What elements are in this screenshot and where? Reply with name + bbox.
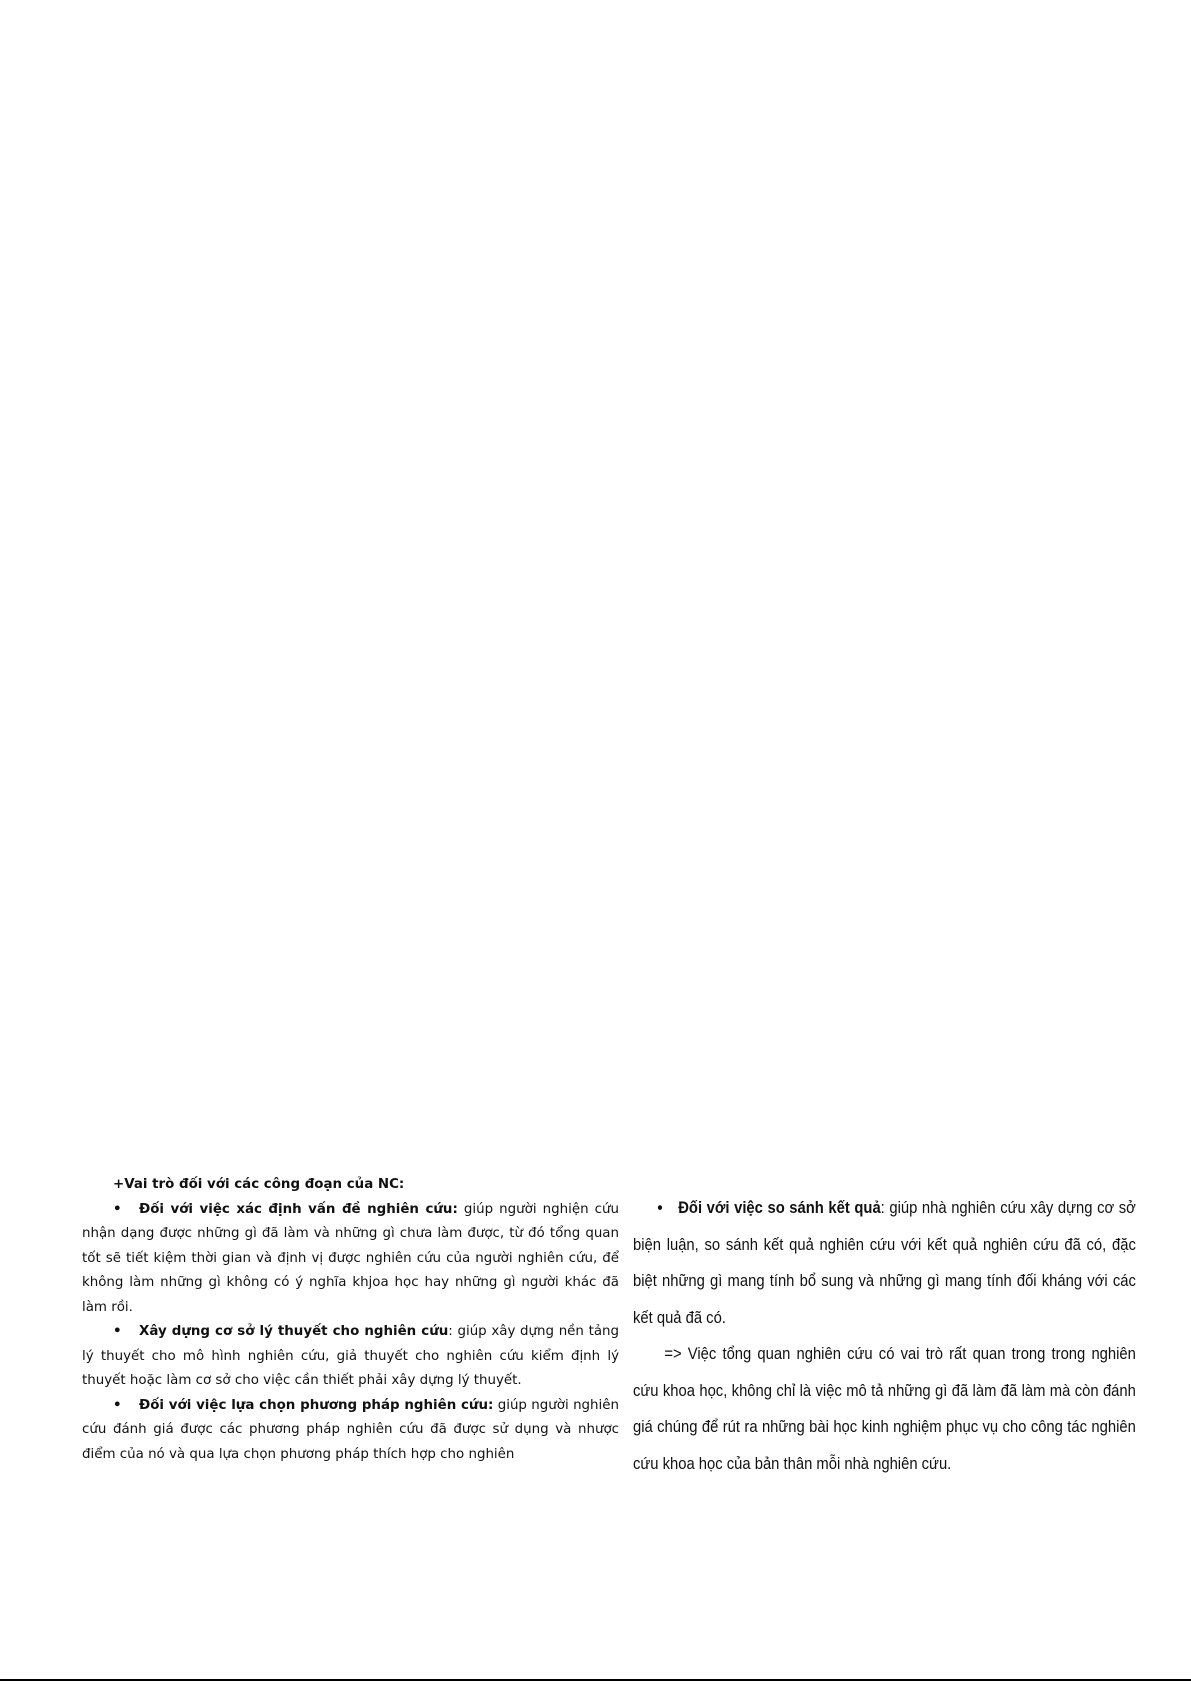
bullet-title: Đối với việc xác định vấn đề nghiên cứu: [139,1201,458,1217]
section-heading: +Vai trò đối với các công đoạn của NC: [113,1177,405,1192]
bullet-item [633,1190,1136,1336]
bullet-item [82,1320,619,1394]
right-column-excerpt [633,1190,1136,1480]
bullet-text: giúp người nghiện cứu nhận dạng được những gì đã làm và những gì chưa làm được, từ đó tổng quan tốt sẽ tiết kiệm thời gian và định vị được nghiên cứu của người nghiên cứu, để không làm những gì không có ý nghĩa khjoa học hay những gì người khác đã làm rồi. [82,1201,619,1315]
bullet-text: : giúp nhà nghiên cứu xây dựng cơ sở biện luận, so sánh kết quả nghiên cứu với kết quả nghiên cứu đã có, đặc biệt những gì mang tính bổ sung và những gì mang tính đối kháng với các kết quả đã có. [633,1198,1136,1327]
bullet-dot-icon: • [113,1397,122,1413]
bullet-dot-icon: • [657,1198,663,1217]
bullet-item [82,1394,619,1468]
bullet-title: Đối với việc lựa chọn phương pháp nghiên cứu: [139,1397,494,1413]
left-column-excerpt [82,1173,619,1480]
bullet-item [82,1198,619,1321]
bullet-dot-icon: • [113,1201,122,1217]
bullet-text: giúp người nghiên cứu đánh giá được các phương pháp nghiên cứu đã được sử dụng và nhược điểm của nó và qua lựa chọn phương pháp thích hợp cho nghiên [82,1397,619,1462]
conclusion-paragraph: => Việc tổng quan nghiên cứu có vai trò rất quan trong trong nghiên cứu khoa học, không chỉ là việc mô tả những gì đã làm đã làm mà còn đánh giá chúng để rút ra những bài học kinh nghiệm phục vụ cho công tác nghiên cứu khoa học của bản thân mỗi nhà nghiên cứu. [633,1344,1136,1473]
bullet-title: Đối với việc so sánh kết quả [678,1198,881,1217]
page-bottom-rule [0,1679,1191,1681]
bullet-title: Xây dựng cơ sở lý thuyết cho nghiên cứu [139,1324,449,1339]
bullet-text: : giúp xây dựng nền tảng lý thuyết cho mô hình nghiên cứu, giả thuyết cho nghiên cứu kiểm định lý thuyết hoặc làm cơ sở cho việc cần thiết phải xây dựng lý thuyết. [82,1324,619,1388]
bullet-dot-icon: • [113,1324,122,1339]
